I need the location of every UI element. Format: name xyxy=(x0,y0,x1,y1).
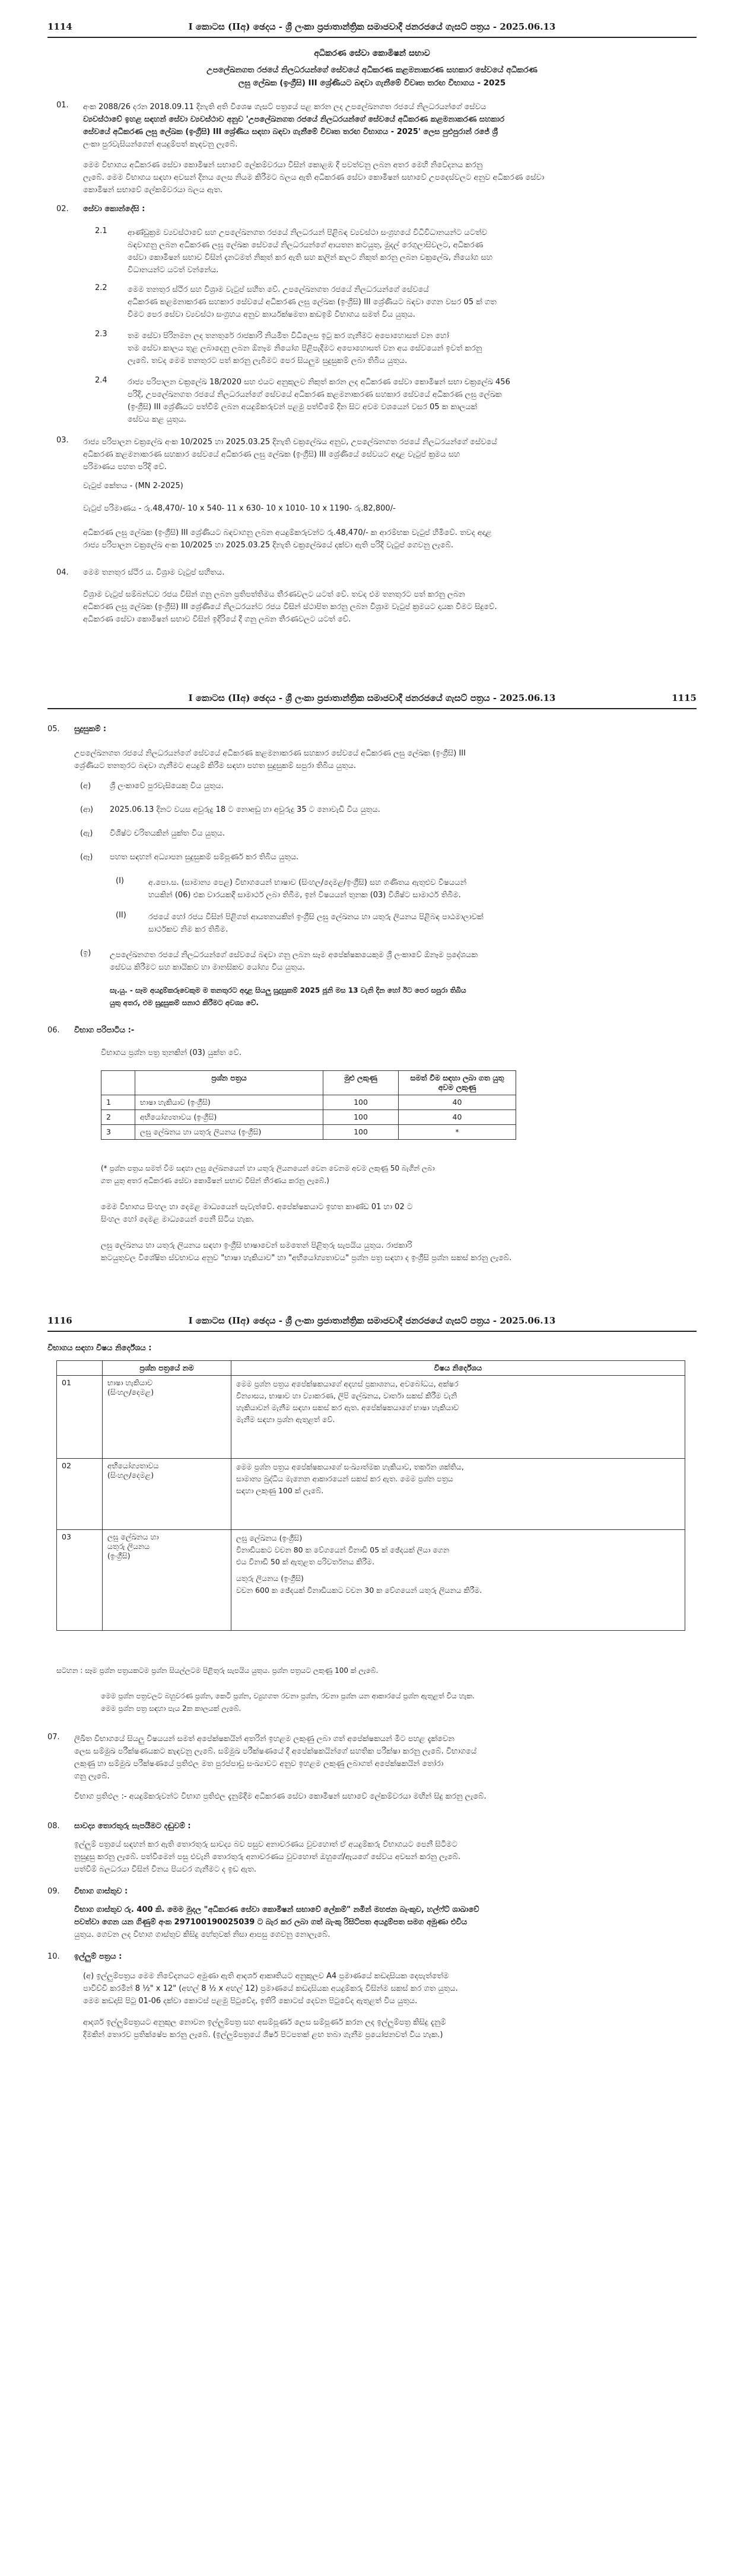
text-line: ලංකා පුරවැසියන්ගෙන් අයදුම්පත් කැඳවනු ලැබේ. xyxy=(83,140,238,149)
table-footnote xyxy=(101,1162,688,1187)
exam-intro: විභාගය ප්‍රශ්න පත්‍ර තුනකින් (03) යුක්ත වේ. xyxy=(101,1048,242,1057)
text-line: තම සේවා පිරිනමන ලද තනතුරේ රාජකාරි නියමිත විධිලෙස ඉටු කර ගැනීමට අපොහොසත් වන හෝ xyxy=(128,331,449,340)
text-line: අධිකරණ සේවා කොමිෂන් සභාව විසින් ඉදිරියේ දී ගනු ලබන තීරණවලට යටත් වේ. xyxy=(83,615,351,624)
syllabus-table xyxy=(56,1360,685,1631)
item-number: (ඈ) xyxy=(80,853,93,862)
text-line: අධිකරණ ලඝු ලේඛක (ඉංග්‍රීසි) III ශ්‍රේණියට බඳවාගනු ලබන අයදුම්කරුවන්ට රු.48,470/- ක ආරම්භක වැටුප් හිමිවේ. තවද අදාළ xyxy=(83,528,492,537)
item-number: (ඇ) xyxy=(80,829,93,838)
section-10-text xyxy=(83,1970,691,2007)
section-heading: සේවා කොන්දේසි : xyxy=(83,205,145,213)
text-line: අධිකරණ කළමනාකරණ සහකාර සේවයේ අධිකරණ ලඝු ලේඛක (ඉංග්‍රීසි) III ශ්‍රේණියේ සේවයට අදාළ වැටුප් ක්‍රමය සහ xyxy=(83,450,460,459)
table-cell xyxy=(103,1530,231,1631)
text-line: මෙම ප්‍රශ්න පත්‍රවලට බහුවරණ ප්‍රශ්න, කෙටි ප්‍රශ්න, ව්‍යුහගත රචනා ප්‍රශ්න, රචනා ප්‍රශ්න යන ආකාරයේ ප්‍රශ්න ඇතුළත් විය හැක. xyxy=(101,1692,475,1700)
text-line: (සිංහල/දෙමළ) xyxy=(107,1388,154,1397)
text-line: ලැබේ. මෙම විභාගය සඳහා අවසන් දිනය ලෙස නියම කිරීමට බලය ඇති අධිකරණ සේවා කොමිෂන් සභාවේ උපදෙස්වලට අනුව අධිකරණ සේවා xyxy=(83,173,545,182)
text-line: රාජ්‍ය පරිපාලන චක්‍රලේඛ අංක 10/2025 හා 2025.03.25 දිනැති චක්‍රලේඛයේ දක්වා ඇති පරිදි වැටුප් ගෙවනු ලැබේ. xyxy=(83,541,454,550)
section-05-intro xyxy=(74,747,691,772)
text-line: ආදර්ශ ඉල්ලුම්පත්‍රයට අනුකූල නොවන ඉල්ලුම්පත්‍ර සහ අසම්පූර්ණ ලෙස සම්පූර්ණ කරන ලද ඉල්ලුම්පත්‍ර කිසිදු දැනුම් xyxy=(83,2018,446,2027)
section-number: 08. xyxy=(47,1822,60,1831)
text-line: අධිකරණ ලඝු ලේඛක (ඉංග්‍රීසි) III ශ්‍රේණියේ නිලධරයන්ට රජය විසින් ස්ථාපිත කරනු ලබන විශ්‍රාම වැටුප් ක්‍රමයට දායක වීමට සිදුවේ. xyxy=(83,602,497,611)
text-line: හයකින් (06) එක වාරයකදී සාමාර්ථ ලබා තිබීම, ඉන් විෂයයන් තුනක (03) විශිෂ්ට සාමාර්ථ තිබීම. xyxy=(148,891,461,900)
text-line: විභාග ගාස්තුව රු. 400 කි. මෙම මුදල "අධිකරණ සේවා කොමිෂන් සභාවේ ලේකම්" නමින් මහජන බැංකුව, හල්ෆ්ට් ශාඛාවේ xyxy=(74,1905,479,1914)
text-line: සේවය කළ යුතුය. xyxy=(128,415,187,424)
table-header: ප්‍රශ්න පත්‍රයේ නම xyxy=(103,1361,231,1376)
qualification-text: පහත සඳහන් අධ්‍යාපන සුදුසුකම් සම්පූර්ණ කර තිබිය යුතුය. xyxy=(110,853,299,862)
text-line: ලඝු ලේඛනය හා යතුරු ලියනය සඳහා ඉංග්‍රීසි භාෂාවෙන් සමතෙන් පිළිතුරු සැපයිය යුතුය. රාජකාරි xyxy=(101,1241,412,1250)
table-header: ප්‍රශ්න පත්‍රය xyxy=(135,1071,323,1095)
text-line: ගනු ලැබේ. xyxy=(74,1772,110,1781)
item-number: 2.3 xyxy=(95,330,107,339)
item-number: 2.2 xyxy=(95,283,107,292)
table-cell: 02 xyxy=(57,1459,103,1530)
section-09-text xyxy=(74,1904,691,1941)
sub-item-number: (II) xyxy=(116,911,126,920)
section-04-text xyxy=(83,588,688,626)
text-line: මෙම කඩදාසි පිටු 01-06 දක්වා කොටස් පළමු පිටුවේද, ඉතිරි කොටස් දෙවන පිටුවේද ඇතුළත් විය යුතුය. xyxy=(83,1997,418,2006)
text-line: උපලේඛනගත රජයේ නිලධරයන්ගේ සේවයේ බඳවා ගනු ලබන සෑම අපේක්ෂකයෙකුම ශ්‍රී ලංකාවේ ඕනෑම ප්‍රදේශයක xyxy=(110,951,478,959)
text-line: ආණ්ඩුක්‍රම ව්‍යවස්ථාවේ සහ උපලේඛනගත රජයේ නිලධරයන් පිළිබඳ ව්‍යවස්ථා සංග්‍රහයේ විධිවිධානයන්ට යටත්ව xyxy=(128,228,487,237)
text-line: කටයුතුවල විශේෂිත ස්වභාවය අනුව "භාෂා හැකියාව" හා "අභියෝග්‍යතාවය" ප්‍රශ්න පත්‍ර සඳහා ද ඉංග්‍රීසි ප්‍රශ්න සකස් කරනු ලැබේ. xyxy=(101,1254,512,1263)
text-line: අ.පො.ස. (සාමාන්‍ය පෙළ) විභාගයෙන් භාෂාව (සිංහල/දෙමළ/ඉංග්‍රීසි) සහ ගණිතය ඇතුළුව විෂයයන් xyxy=(148,878,467,887)
text-line: උපලේඛනගත රජයේ නිලධරයන්ගේ සේවයේ අධිකරණ කළමනාකරණ සහකාර සේවයේ අධිකරණ ලඝු ලේඛක (ඉංග්‍රීසි) III xyxy=(74,749,466,758)
table-cell xyxy=(103,1376,231,1459)
table-cell: 1 xyxy=(101,1095,135,1110)
qualification-text: ශ්‍රී ලංකාවේ පුරවැසියෙකු විය යුතුය. xyxy=(110,782,224,790)
text-line: සාමාන්‍ය බුද්ධිය මැනෙන ආකාරයෙන් සකස් කර ඇත. මෙම ප්‍රශ්න පත්‍රය xyxy=(236,1474,453,1483)
table-row xyxy=(101,1110,516,1125)
table-cell: 40 xyxy=(399,1095,516,1110)
text-line: පාවිච්චි කරමින් 8 ½" x 12" (අඟල් 8 ½ x අඟල් 12) ප්‍රමාණයේ කඩදාසියක අයදුම්කරු විසින්ම සකස් කර ගත යුතුය. xyxy=(83,1984,458,1993)
text-line: විනාඩියකට වචන 80 ක වේගයෙන් විනාඩි 05 ක් ඡේදයක් ලියා ගෙන xyxy=(236,1545,450,1554)
table-cell: අභියෝග්‍යතාවය (ඉංග්‍රීසි) xyxy=(135,1110,323,1125)
text-line: ලඝු ලේඛනය හා xyxy=(107,1532,159,1541)
table-cell: 100 xyxy=(323,1110,399,1125)
table-header: සමත් වීම සඳහා ලබා ගත යුතු අවම ලකුණු xyxy=(399,1071,516,1095)
conditions-item xyxy=(128,330,688,367)
table-cell: 40 xyxy=(399,1110,516,1125)
text-line: අංක 2088/26 දරන 2018.09.11 දිනැති අති විශෙෂ ගැසට් පත්‍රයේ පළ කරන ලද උපලේඛනගත රජයේ නිලධරයන්ගේ සේවය xyxy=(83,103,487,111)
section-heading: විභාග ගාස්තුව : xyxy=(74,1887,128,1896)
text-line: මෙම විභාගය සිංහල හා දෙමළ මාධ්‍යයෙන් පැවැත්වේ. අපේක්ෂකයාට ඉහත කාණ්ඩ 01 හා 02 ට xyxy=(101,1203,413,1212)
table-cell xyxy=(231,1530,685,1631)
conditions-item xyxy=(128,376,688,426)
text-line: සේවා කොමිෂන් සභාව විසින් දැනටමත් නිකුත් කර ඇති සහ කලින් කලට නිකුත් කරනු ලබන චක්‍රලේඛ, නියෝග සහ xyxy=(128,253,493,262)
conditions-item xyxy=(128,227,688,276)
text-line: යුතු අතර, එම සුදුසුකම් සනාථ කිරීමට අවශ්‍ය වේ. xyxy=(110,999,259,1007)
page-header xyxy=(47,688,697,709)
notice-title-line1: උපලේඛනගත රජයේ නිලධරයන්ගේ සේවයේ අධිකරණ කළමනාකරණ සහකාර සේවයේ අධිකරණ xyxy=(206,65,538,75)
text-line: ලකුණු හා සම්මුඛ පරීක්ෂණයේ ප්‍රතිඵල මත පුරප්පාඩු සංඛ්‍යාවට අනුව ඉහළම ලකුණු ලබාගත් අපේක්ෂකයින් තෝරා xyxy=(74,1759,444,1768)
text-line: ලෙස සම්මුඛ පරීක්ෂණයකට කැඳවනු ලැබේ. සම්මුඛ පරීක්ෂණයේ දී අපේක්ෂකයින්ගේ සහතික පරීක්ෂා කරනු ලැබේ. විභාගයේ xyxy=(74,1747,477,1756)
text-line: රාජ්‍ය පරිපාලන චක්‍රලේඛ අංක 10/2025 හා 2025.03.25 දිනැති චක්‍රලේඛය අනුව, උපලේඛනගත රජයේ නිලධරයන්ගේ සේවයේ xyxy=(83,438,497,447)
item-number: (ඉ) xyxy=(80,949,91,958)
table-cell: 01 xyxy=(57,1376,103,1459)
table-cell: භාෂා හැකියාව (ඉංග්‍රීසි) xyxy=(135,1095,323,1110)
item-number: (අ) xyxy=(80,782,91,790)
salary-notes xyxy=(83,527,688,551)
table-cell: * xyxy=(399,1125,516,1140)
page-header xyxy=(47,17,697,38)
medium-note xyxy=(101,1201,688,1226)
text-line: ගත යුතු අතර අධිකරණ සේවා කොමිෂන් සභාව විසින් තීරණය කරනු ලැබේ.) xyxy=(101,1177,329,1185)
section-heading: ඉල්ලුම් පත්‍රය : xyxy=(74,1952,122,1961)
section-number: 10. xyxy=(47,1952,60,1961)
table-row xyxy=(101,1095,516,1110)
text-line xyxy=(236,1568,680,1573)
section-10-note xyxy=(83,2016,691,2041)
text-line: ලිඛිත විභාගයේ සියලු විෂයයන් සමත් අපේක්ෂකයින් අතරින් ඉහළම ලකුණු ලබා ගත් අපේක්ෂකයන් මිට පහළ දැක්වෙන xyxy=(74,1735,454,1743)
section-number: 02. xyxy=(56,205,69,213)
text-line: භාෂා හැකියාව xyxy=(107,1378,153,1387)
text-line: පරිදි, උපලේඛනගත රජයේ නිලධරයන්ගේ සේවයේ අධිකරණ කළමනාකරණ සහකාර සේවයේ අධිකරණ ලඝු ලේඛක xyxy=(128,390,502,399)
header-title: I කොටස (IIඅ) ඡෙදය - ශ්‍රී ලංකා ප්‍රජාතාන්ත්‍රික සමාජවාදී ජනරජයේ ගැසට් පත්‍රය - 2025.06.13 xyxy=(188,1315,556,1326)
syllabus-heading: විභාගය සඳහා විෂය නිර්දේශය : xyxy=(47,1344,152,1353)
table-row xyxy=(57,1376,685,1459)
sub-item-number: (I) xyxy=(116,876,124,885)
table-cell: 2 xyxy=(101,1110,135,1125)
text-line: බඳවාගනු ලබන අධිකරණ ලඝු ලේඛක සේවයේ නිලධරයන්ගේ ආයතන කටයුතු, මුදල් රෙගුලාසිවලට, අධිකරණ xyxy=(128,241,484,250)
section-number: 09. xyxy=(47,1887,60,1896)
text-line: යුතුය. ගෙවන ලද විභාග ගාස්තුව කිසිදු හේතුවක් නිසා ආපසු ගෙවනු නොලැබේ. xyxy=(74,1930,330,1939)
text-line: (ඉංග්‍රීසි) xyxy=(107,1551,131,1560)
section-number: 01. xyxy=(56,101,69,110)
gazette-page-1114 xyxy=(0,0,744,670)
table-cell xyxy=(231,1459,685,1530)
page-number: 1116 xyxy=(47,1315,72,1326)
text-line: ලඝු ලේඛනය (ඉංග්‍රීසි) xyxy=(236,1534,303,1542)
table-header xyxy=(57,1361,103,1376)
text-line: යතුරු ලියනය xyxy=(107,1542,150,1551)
text-line: මෙම තනතුර ස්ථිර සහ විශ්‍රාම වැටුප් සහිත වේ. උපලේඛනගත රජයේ නිලධරයන්ගේ සේවයේ xyxy=(128,285,429,294)
qualification-text: 2025.06.13 දිනට වයස අවුරුදු 18 ට නොඅඩු හා අවුරුදු 35 ට නොවැඩි විය යුතුය. xyxy=(110,805,380,814)
table-cell: 100 xyxy=(323,1095,399,1110)
text-line: (* ප්‍රශ්න පත්‍රය සමත් වීම සඳහා ලඝු ලේඛනයෙන් හා යතුරු ලියනයෙන් වෙන වෙනම අවම ලකුණු 50 බැගින් ලබා xyxy=(101,1164,435,1172)
section-01-notice xyxy=(83,159,688,196)
item-number: 2.4 xyxy=(95,376,107,385)
text-line: වින්‍යාසය, භාෂාව හා ව්‍යාකරණ, ලිපි ලේඛනය, වාර්තා සකස් කිරීම වැනි xyxy=(236,1391,457,1400)
text-line: රජයේ හෝ රජය විසින් පිළිගත් ආයතනයකින් ඉංග්‍රීසි ලඝු ලේඛනය හා යතුරු ලියනය පිළිබඳ පාඨමාලාවක් xyxy=(148,913,484,922)
text-line: පත්වීම් බලධරයා විසින් විනය පියවර ගැනීමට ද ඉඩ ඇත. xyxy=(74,1865,256,1874)
page-number: 1114 xyxy=(47,21,72,32)
table-header xyxy=(101,1071,135,1095)
item-number: 2.1 xyxy=(95,227,107,235)
qualification-text xyxy=(110,949,691,974)
section-number: 03. xyxy=(56,436,69,445)
table-header: විෂය නිර්දේශය xyxy=(231,1361,685,1376)
table-cell: ලඝු ලේඛනය හා යතුරු ලියනය (ඉංග්‍රීසි) xyxy=(135,1125,323,1140)
text-line: අධිකරණ කළමනාකරණ සහකාර සේවයේ අධිකරණ ලඝු ලේඛක (ඉංග්‍රීසි) III ශ්‍රේණියට බඳවා ගෙන වසර 05 ක් ගත xyxy=(128,298,497,307)
text-line: පරිමාණය පහත පරිදි වේ. xyxy=(83,463,167,471)
text-line: තම සේවා කාලය තුළ ලබාදෙනු ලබන ඕනෑම නියෝග පිළිපැදීමට අපොහොසත් වන අය සේවයෙන් ඉවත් කරනු xyxy=(128,344,482,353)
text-line: මැනීම සඳහා ප්‍රශ්න ඇතුළත් වේ. xyxy=(236,1415,335,1424)
page-header xyxy=(47,1311,697,1332)
text-line: ව්‍යවස්ථාවේ ඉහළ සඳහන් සේවා ව්‍යවස්ථාව අනුව 'උපලේඛනගත රජයේ නිලධරයන්ගේ සේවයේ අධිකරණ කළමනාකරණ සහකාර xyxy=(83,115,505,124)
exam-papers-table xyxy=(101,1070,516,1140)
language-note xyxy=(101,1239,688,1264)
text-line: වීමට පෙර සේවා ව්‍යවස්ථා සංග්‍රහය අනුව කාර්යක්ෂමතා කඩඉම් විභාගය සමත් විය යුතුය. xyxy=(128,310,415,319)
text-line: (අ) ඉල්ලුම්පත්‍රය මෙම නිවේදනයට අමුණා ඇති ආදර්ශ ආකෘතියට අනුකූලව A4 ප්‍රමාණයේ කඩදාසියක දෙපැත්තේම xyxy=(83,1972,449,1981)
notice-title-line2: ලඝු ලේඛක (ඉංග්‍රීසි) III ශ්‍රේණියට බඳවා ගැනීමේ විවෘත තරඟ විභාගය - 2025 xyxy=(238,78,506,88)
table-cell xyxy=(231,1376,685,1459)
text-line: මෙම විභාගය අධිකරණ සේවා කොමිෂන් සභාවේ ලේකම්වරයා විසින් කොළඹ දී පවත්වනු ලබන අතර මෙහි නිවේදනය කරනු xyxy=(83,161,483,170)
text-line: යතුරු ලියනය (ඉංග්‍රීසි) xyxy=(236,1574,304,1583)
text-line: අභියෝග්‍යතාවය xyxy=(107,1461,159,1470)
text-line: මෙම ප්‍රශ්න පත්‍රය අපේක්ෂකයාගේ අදහස් ප්‍රකාශනය, අවබෝධය, අක්ෂර xyxy=(236,1379,459,1388)
section-08-text xyxy=(74,1838,691,1876)
text-line: සේවය කිරීමට සහ කායිකව හා මානසිකව යෝග්‍ය විය යුතුය. xyxy=(110,963,305,972)
text-line: රාජ්‍ය පරිපාලන චක්‍රලේඛ 18/2020 සහ එයට අනුකූලව නිකුත් කරන ලද අධිකරණ සේවා කොමිෂන් සභා චක්‍රලේඛ 456 xyxy=(128,378,510,387)
text-line: ලැබේ. තවද මෙම තනතුරට පත් කරනු ලැබීමට පෙර සියලුම සුදුසුකම් ලබා තිබිය යුතුය. xyxy=(128,356,408,365)
table-cell: 03 xyxy=(57,1530,103,1631)
table-header-row xyxy=(57,1361,685,1376)
department-title: අධිකරණ සේවා කොමිෂන් සභාව xyxy=(314,49,430,58)
text-line: පවත්වා ගෙන යන ගිණුම් අංක 297100190025039 ට බැර කර ලබා ගත් බැංකු රිසිට්පත අයදුම්පත සමග අමුණා එවිය xyxy=(74,1918,468,1927)
text-line: ඉල්ලුම් පත්‍රයේ සඳහන් කර ඇති තොරතුරු සාවද්‍ය බව පසුව අනාවරණය වුවහොත් ඒ අයදුම්කරු විභාගයට පෙනී සිටීමට xyxy=(74,1840,457,1849)
header-title: I කොටස (IIඅ) ඡෙදය - ශ්‍රී ලංකා ප්‍රජාතාන්ත්‍රික සමාජවාදී ජනරජයේ ගැසට් පත්‍රය - 2025.06.13 xyxy=(188,693,556,703)
qualification-sub xyxy=(148,876,691,901)
conditions-item xyxy=(128,283,688,321)
text-line: (ඉංග්‍රීසි) III ශ්‍රේණියට පත්වීම් ලබන අයදුම්කරුවන් පළමු පත්වීමේ දින සිට අවම වශයෙන් වසර 05 ක කාලයක් xyxy=(128,403,478,412)
section-03-text xyxy=(83,436,688,473)
gazette-page-1116 xyxy=(0,1311,744,2576)
text-line: සඳහා ලකුණු 100 ක් ලැබේ. xyxy=(236,1486,324,1495)
salary-code: වැටුප් කේතය - (MN 2-2025) xyxy=(83,482,183,490)
text-line: දීමකින් තොරව ප්‍රතික්ෂේප කරනු ලැබේ. (ඉල්ලුම්පත්‍රයේ ශීර්ෂ පිටපතක් ළඟ තබා ගැනීම ප්‍රයෝජනවත් විය හැක.) xyxy=(83,2030,443,2039)
text-line: එය විනාඩි 50 ක් ඇතුළත පරිවර්තනය කිරීම. xyxy=(236,1557,375,1566)
table-row xyxy=(57,1459,685,1530)
text-line: සිංහල හෝ දෙමළ මාධ්‍යයෙන් පෙනී සිටිය හැක. xyxy=(101,1215,255,1224)
section-number: 06. xyxy=(47,1026,60,1035)
section-number: 04. xyxy=(56,568,69,577)
section-07-text xyxy=(74,1733,691,1783)
text-line: සැ.යු. - සෑම අයදුම්කරුවෙකුම ම තනතුරට අදාළ සියලු සුදුසුකම් 2025 ජූනි මස 13 වැනි දින හෝ ඊට පෙර සපුරා තිබිය xyxy=(110,986,466,994)
section-number: 05. xyxy=(47,725,60,734)
section-heading: විභාග පරිපාටිය :- xyxy=(74,1026,135,1035)
text-line: හැකියාවන් මැනීම සඳහා සකස් කර ඇත. අපේක්ෂකයාගේ භාෂා හැකියාව xyxy=(236,1403,459,1412)
text-line: (සිංහල/දෙමළ) xyxy=(107,1471,154,1480)
section-01-text xyxy=(83,101,688,151)
page-number: 1115 xyxy=(672,693,697,703)
text-line: විධානයන්ට යටත් වන්නේය. xyxy=(128,266,219,275)
table-cell: 3 xyxy=(101,1125,135,1140)
text-line: මෙම ප්‍රශ්න පත්‍ර සඳහා පැය 2ක කාලයක් ලැබේ. xyxy=(101,1704,241,1713)
text-line: මෙම ප්‍රශ්න පත්‍රය අපේක්ෂකයාගේ සංඛ්‍යාත්මක හැකියාව, තර්කන ශක්තිය, xyxy=(236,1462,464,1471)
qualification-text: විශිෂ්ට චරිතයකින් යුක්ත විය යුතුය. xyxy=(110,829,225,838)
section-heading: සුදුසුකම් : xyxy=(74,725,107,734)
table-cell: 100 xyxy=(323,1125,399,1140)
section-number: 07. xyxy=(47,1733,60,1742)
text-line: විශ්‍රාම වැටුප් සම්බන්ධව රජය විසින් ගනු ලබන ප්‍රතිපත්තිමය තීරණවලට යටත් වේ. තවද එම තනතුරට පත් කරනු ලබන xyxy=(83,590,465,599)
text-line: කොමිෂන් සභාවේ ලේකම්වරයා බලය ඇත. xyxy=(83,186,223,195)
text-line: සේවයේ අධිකරණ ලඝු ලේඛක (ඉංග්‍රීසි) III ශ්‍රේණිය සඳහා බඳවා ගැනීමේ විවෘත තරඟ විභාගය - 2025' ලෙස පුළුපුරාන් රජේ ශ්‍රී xyxy=(83,127,498,136)
table-row xyxy=(57,1530,685,1631)
section-heading: සාවද්‍ය තොරතුරු සැපයීමට දඬුවම් : xyxy=(74,1822,191,1831)
syllabus-note-b xyxy=(101,1690,685,1715)
table-header-row xyxy=(101,1071,516,1095)
text-line: ශ්‍රේණියට තනතුරට බඳවා ගැනීමට අයදුම් කිරීම සඳහා පහත සුදුසුකම් සපුරා තිබිය යුතුය. xyxy=(74,761,357,770)
salary-scale: වැටුප් පරිමාණය - රු.48,470/- 10 x 540- 11 x 630- 10 x 1010- 10 x 1190- රු.82,800/- xyxy=(83,504,396,513)
table-header: මුළු ලකුණු xyxy=(323,1071,399,1095)
text-line: සාර්ථකව නිම කර තිබීම. xyxy=(148,925,228,934)
section-heading: මෙම තනතුර ස්ථිර ය. විශ්‍රාම වැටුප් සහිතය. xyxy=(83,568,225,577)
qualification-note xyxy=(110,984,691,1009)
text-line: වචන 600 ක ඡේදයක් විනාඩියකට වචන 30 ක වේගයෙන් යතුරු ලියනය කිරීම. xyxy=(236,1586,482,1595)
item-number: (ආ) xyxy=(80,805,94,814)
header-title: I කොටස (IIඅ) ඡෙදය - ශ්‍රී ලංකා ප්‍රජාතාන්ත්‍රික සමාජවාදී ජනරජයේ ගැසට් පත්‍රය - 2025.06.13 xyxy=(188,21,556,32)
exam-results-note: විභාග ප්‍රතිඵල :- අයදුම්කරුවන්ට විභාග ප්‍රතිඵල දැනුම්දීම අධිකරණ සේවා කොමිෂන් සභාවේ ලේකම්වරයා මඟින් සිදු කරනු ලැබේ. xyxy=(74,1792,487,1801)
qualification-sub xyxy=(148,911,691,936)
table-row xyxy=(101,1125,516,1140)
text-line: නුසුදුසු කරනු ලැබේ. පත්වීමෙන් පසු එවැනි තොරතුරු අනාවරණය වුවහොත් ඔහුගේ/ඇයගේ සේවය අවසන් කරනු ලැබේ. xyxy=(74,1853,461,1861)
table-cell xyxy=(103,1459,231,1530)
syllabus-note: සටහන : සෑම ප්‍රශ්න පත්‍රයකටම ප්‍රශ්න සියල්ලටම පිළිතුරු සැපයිය යුතුය. ප්‍රශ්න පත්‍රයට ලකුණු 100 ක් ලැබේ. xyxy=(56,1666,379,1675)
